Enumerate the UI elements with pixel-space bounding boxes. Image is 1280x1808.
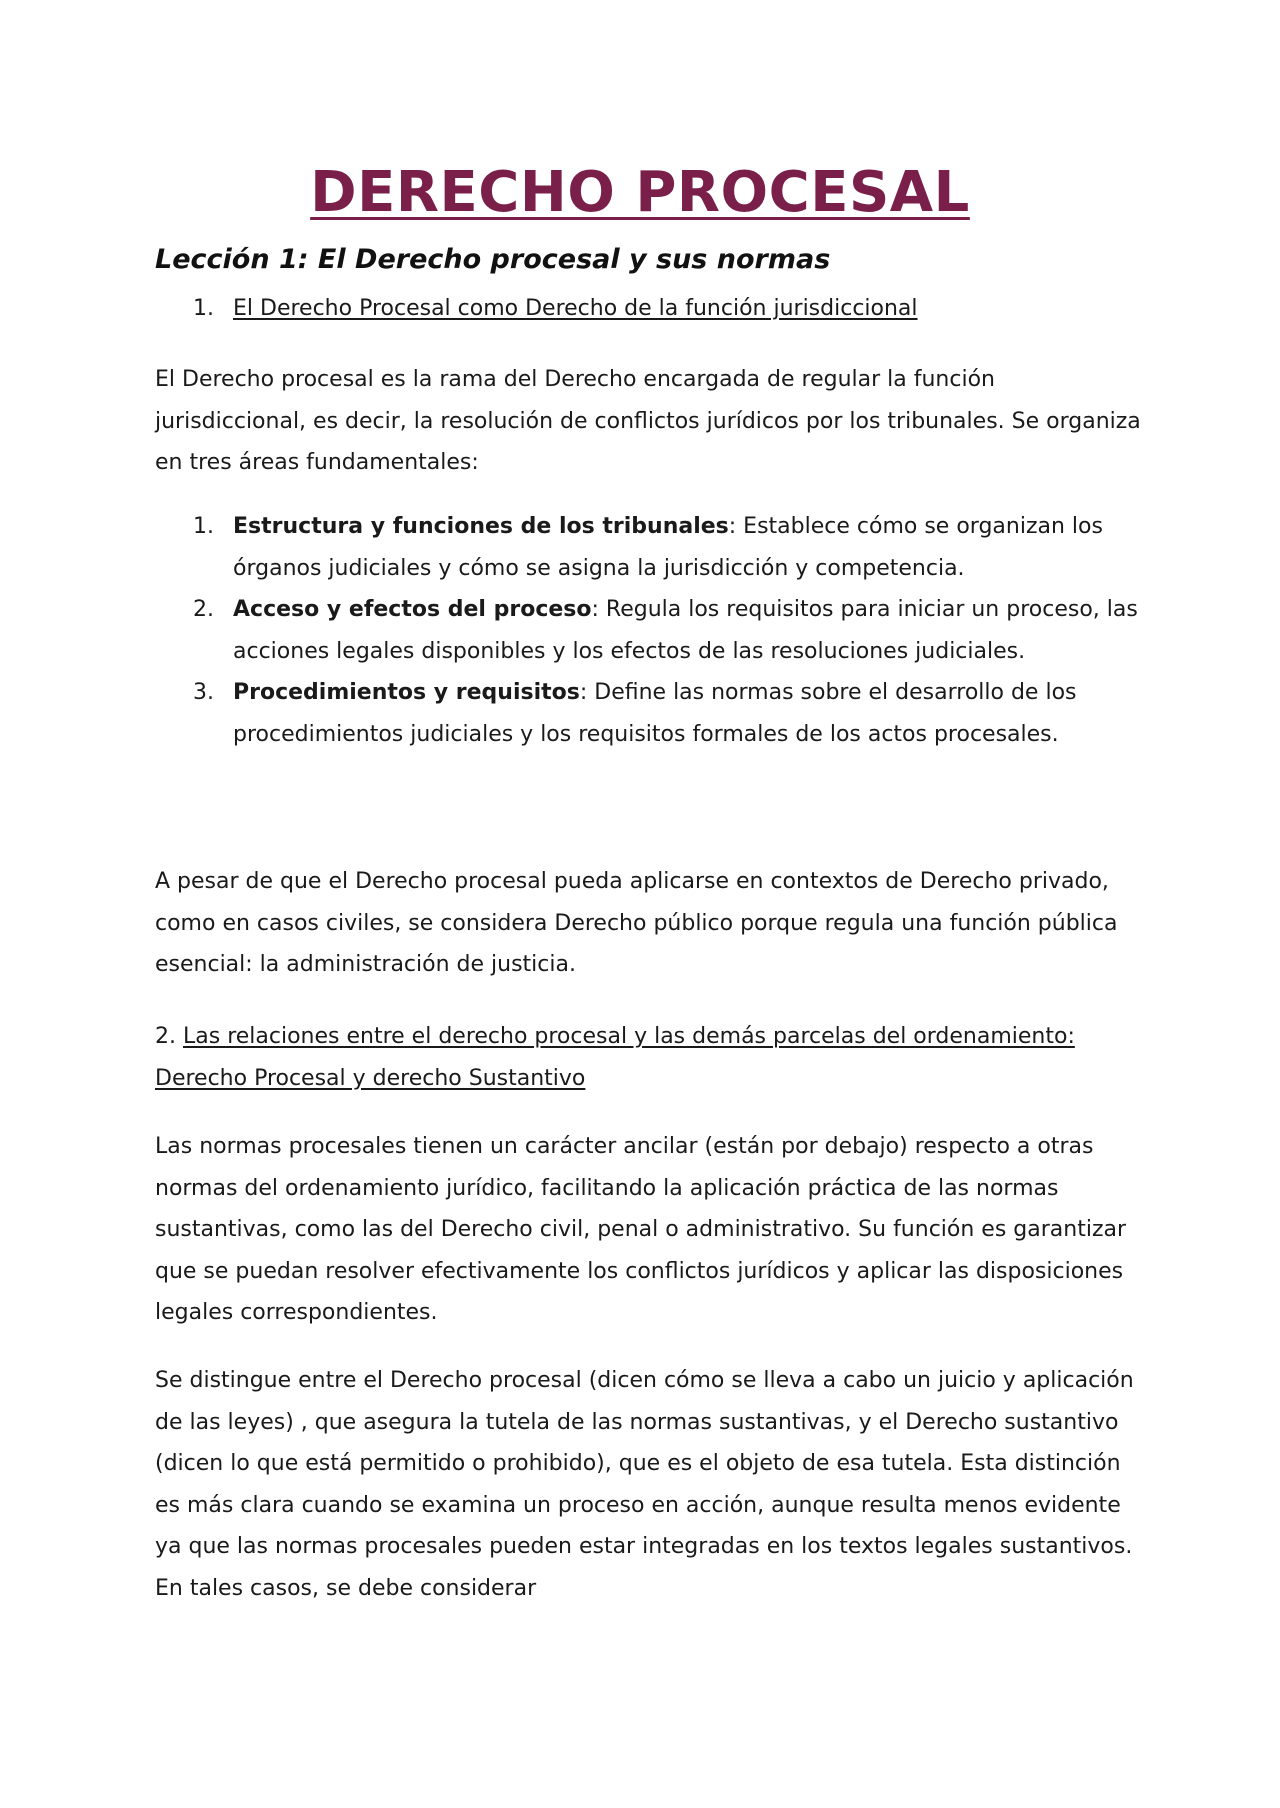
list-item-text: : Regula los requisitos para iniciar un proceso, las acciones legales disponibles y los efectos de las resoluciones judiciales. (233, 597, 1138, 664)
document-title: DERECHO PROCESAL (310, 160, 970, 225)
paragraph-distinction: Se distingue entre el Derecho procesal (dicen cómo se lleva a cabo un juicio y aplicación de las leyes) , que asegura la tutela de las normas sustantivas, y el Derecho sustantivo (dicen lo que está permitido o prohibido), que es el objeto de esa tutela. Esta distinción es más clara cuando se examina un proceso en acción, aunque resulta menos evidente ya que las normas procesales pueden estar integradas en los textos legales sustantivos. En tales casos, se debe considerar (155, 1368, 1134, 1601)
section-2-title: Las relaciones entre el derecho procesal y las demás parcelas del ordenamiento: Derecho Procesal y derecho Sustantivo (155, 1024, 1075, 1091)
paragraph-public-law: A pesar de que el Derecho procesal pueda aplicarse en contextos de Derecho privado, como en casos civiles, se considera Derecho público porque regula una función pública esencial: la administración de justicia. (155, 869, 1118, 977)
list-item-text: : Define las normas sobre el desarrollo de los procedimientos judiciales y los requisitos formales de los actos procesales. (233, 680, 1077, 747)
section-2-heading (155, 1016, 1145, 1099)
list-item-number: 3. (193, 680, 214, 705)
list-item (193, 672, 1153, 755)
section-2-number: 2. (155, 1024, 176, 1049)
section-1-number: 1. (193, 296, 214, 321)
list-item (193, 589, 1153, 672)
areas-list (193, 506, 1153, 755)
list-item (193, 506, 1153, 589)
lesson-heading: Lección 1: El Derecho procesal y sus normas (155, 244, 831, 275)
section-1-heading (193, 296, 918, 321)
list-item-term: Acceso y efectos del proceso (233, 597, 592, 622)
list-item-term: Estructura y funciones de los tribunales (233, 514, 729, 539)
list-item-number: 1. (193, 514, 214, 539)
list-item-term: Procedimientos y requisitos (233, 680, 580, 705)
list-item-number: 2. (193, 597, 214, 622)
section-1-title: El Derecho Procesal como Derecho de la función jurisdiccional (233, 296, 918, 321)
paragraph-ancillary: Las normas procesales tienen un carácter ancilar (están por debajo) respecto a otras normas del ordenamiento jurídico, facilitando la aplicación práctica de las normas sustantivas, como las del Derecho civil, penal o administrativo. Su función es garantizar que se puedan resolver efectivamente los conflictos jurídicos y aplicar las disposiciones legales correspondientes. (155, 1134, 1127, 1325)
list-item-text: : Establece cómo se organizan los órganos judiciales y cómo se asigna la jurisdicción y competencia. (233, 514, 1103, 581)
paragraph-intro: El Derecho procesal es la rama del Derecho encargada de regular la función jurisdiccional, es decir, la resolución de conflictos jurídicos por los tribunales. Se organiza en tres áreas fundamentales: (155, 367, 1141, 475)
